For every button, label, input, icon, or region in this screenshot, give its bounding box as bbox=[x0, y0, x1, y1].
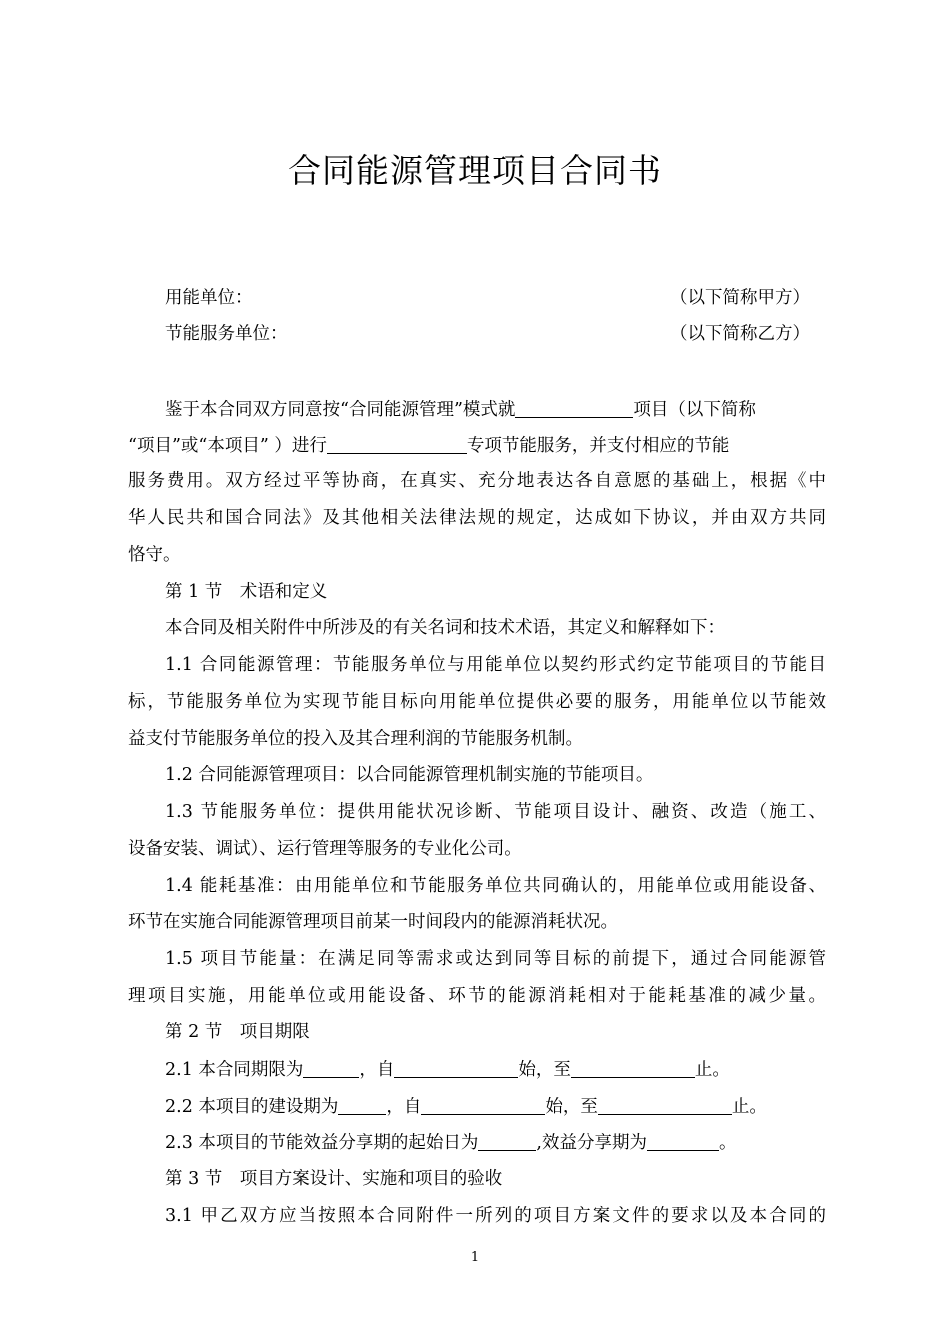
build-term-blank[interactable] bbox=[338, 1094, 386, 1115]
build-start-blank[interactable] bbox=[421, 1094, 545, 1115]
clause-1-2: 1.2 合同能源管理项目：以合同能源管理机制实施的节能项目。 bbox=[165, 765, 654, 785]
project-name-blank[interactable] bbox=[515, 397, 633, 418]
preamble-line bbox=[128, 433, 729, 458]
section-2-heading: 第 2 节 项目期限 bbox=[165, 1022, 310, 1042]
page-number: 1 bbox=[470, 1250, 480, 1265]
preamble-line: 华人民共和国合同法》及其他相关法律法规的规定，达成如下协议，并由双方共同 bbox=[128, 508, 826, 528]
contract-start-blank[interactable] bbox=[394, 1057, 518, 1078]
clause-text: 2.3 本项目的节能效益分享期的起始日为 bbox=[165, 1133, 479, 1153]
clause-2-3 bbox=[165, 1130, 736, 1155]
clause-text: 1.5 项目节能量：在满足同等需求或达到同等目标的前提下，通过合同能源管 bbox=[165, 949, 826, 969]
service-type-blank[interactable] bbox=[327, 433, 467, 454]
party-a-label: 用能单位： bbox=[165, 288, 253, 308]
preamble-text: “项目”或“本项目” ）进行 bbox=[128, 436, 327, 456]
clause-text: 止。 bbox=[694, 1060, 730, 1080]
clause-text: 。 bbox=[718, 1133, 737, 1153]
preamble-line: 服务费用。双方经过平等协商，在真实、充分地表达各自意愿的基础上，根据《中 bbox=[128, 471, 826, 491]
party-b-line bbox=[165, 322, 810, 346]
clause-text: 1.3 节能服务单位：提供用能状况诊断、节能项目设计、融资、改造（施工、 bbox=[165, 802, 826, 822]
clause-text: 止。 bbox=[731, 1097, 767, 1117]
clause-1-3 bbox=[165, 800, 826, 824]
clause-1-5: 理项目实施，用能单位或用能设备、环节的能源消耗相对于能耗基准的减少量。 bbox=[128, 986, 826, 1006]
clause-text: ，自 bbox=[386, 1097, 422, 1117]
party-b-note: （以下简称乙方） bbox=[670, 324, 810, 344]
clause-2-2 bbox=[165, 1094, 767, 1119]
clause-text: 始，至 bbox=[545, 1097, 598, 1117]
preamble-line bbox=[165, 397, 756, 422]
clause-text: 1.4 能耗基准：由用能单位和节能服务单位共同确认的，用能单位或用能设备、 bbox=[165, 876, 826, 896]
section-3-heading: 第 3 节 项目方案设计、实施和项目的验收 bbox=[165, 1169, 503, 1189]
preamble-line: 恪守。 bbox=[128, 545, 181, 565]
clause-text: 2.2 本项目的建设期为 bbox=[165, 1097, 339, 1117]
contract-term-blank[interactable] bbox=[303, 1057, 359, 1078]
clause-text: ,效益分享期为 bbox=[536, 1133, 647, 1153]
section-1-heading: 第 1 节 术语和定义 bbox=[165, 582, 328, 602]
party-b-label: 节能服务单位： bbox=[165, 324, 288, 344]
clause-1-1: 标，节能服务单位为实现节能目标向用能单位提供必要的服务，用能单位以节能效 bbox=[128, 692, 826, 712]
party-a-line bbox=[165, 286, 810, 310]
clause-3-1 bbox=[165, 1204, 826, 1228]
preamble-text: 专项节能服务，并支付相应的节能 bbox=[466, 436, 730, 456]
clause-1-1: 益支付节能服务单位的投入及其合理利润的节能服务机制。 bbox=[128, 729, 583, 749]
clause-text: 1.1 合同能源管理：节能服务单位与用能单位以契约形式约定节能项目的节能目 bbox=[165, 655, 826, 675]
party-a-note: （以下简称甲方） bbox=[670, 288, 810, 308]
clause-1-5 bbox=[165, 947, 826, 971]
preamble-text: 鉴于本合同双方同意按“合同能源管理”模式就 bbox=[165, 400, 516, 420]
clause-1-4: 环节在实施合同能源管理项目前某一时间段内的能源消耗状况。 bbox=[128, 912, 618, 932]
build-end-blank[interactable] bbox=[598, 1094, 732, 1115]
contract-end-blank[interactable] bbox=[571, 1057, 695, 1078]
clause-text: 3.1 甲乙双方应当按照本合同附件一所列的项目方案文件的要求以及本合同的 bbox=[165, 1206, 826, 1226]
clause-1-1 bbox=[165, 653, 826, 677]
sharing-term-blank[interactable] bbox=[647, 1130, 719, 1151]
preamble-text: 项目（以下简称 bbox=[633, 400, 756, 420]
clause-2-1 bbox=[165, 1057, 730, 1082]
section-1-intro: 本合同及相关附件中所涉及的有关名词和技术术语，其定义和解释如下： bbox=[165, 618, 725, 638]
document-title: 合同能源管理项目合同书 bbox=[288, 151, 662, 190]
clause-text: ，自 bbox=[359, 1060, 395, 1080]
clause-text: 2.1 本合同期限为 bbox=[165, 1060, 304, 1080]
clause-1-3: 设备安装、调试）、运行管理等服务的专业化公司。 bbox=[128, 839, 522, 859]
clause-1-4 bbox=[165, 874, 826, 898]
clause-text: 始，至 bbox=[518, 1060, 571, 1080]
sharing-start-blank[interactable] bbox=[478, 1130, 536, 1151]
